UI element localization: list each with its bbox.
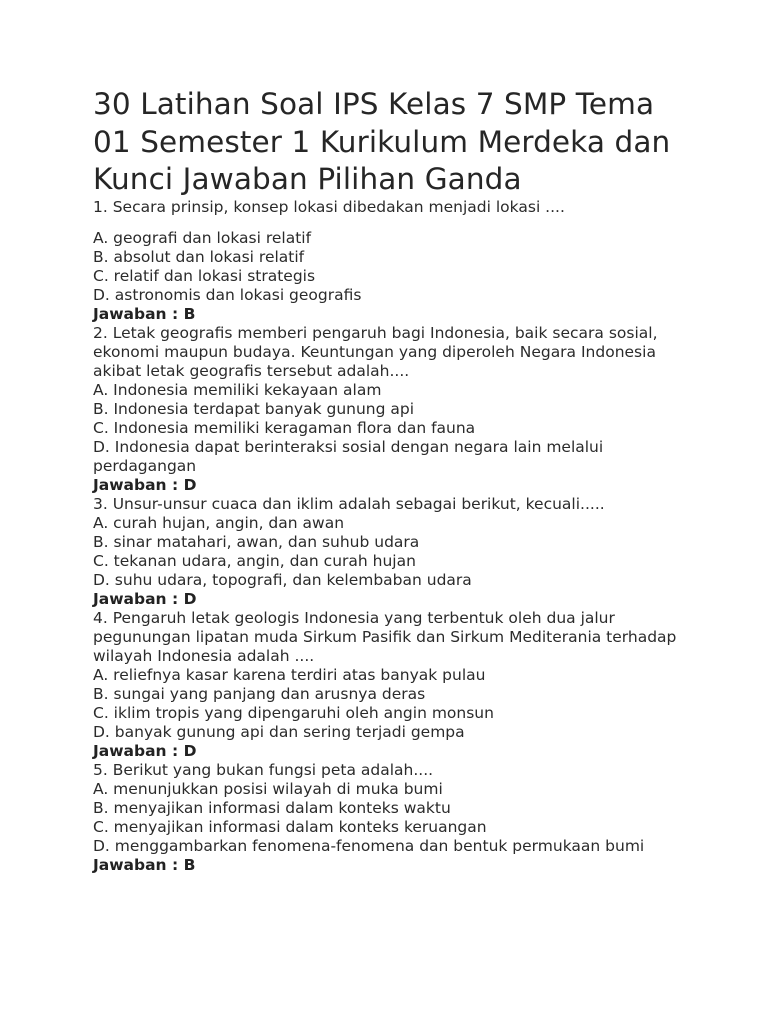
option-c: C. Indonesia memiliki keragaman flora dan fauna [93, 418, 476, 437]
answer-label: Jawaban : [93, 589, 184, 608]
question-text: 1. Secara prinsip, konsep lokasi dibedakan menjadi lokasi .... [93, 197, 565, 216]
question-block [93, 324, 683, 495]
answer-key [93, 856, 683, 875]
option-a: A. curah hujan, angin, dan awan [93, 513, 345, 532]
option-c: C. tekanan udara, angin, dan curah hujan [93, 551, 416, 570]
question-block [93, 495, 683, 609]
option-b: B. sinar matahari, awan, dan suhub udara [93, 532, 420, 551]
question-text: 4. Pengaruh letak geologis Indonesia yang terbentuk oleh dua jalur pegunungan lipatan muda Sirkum Pasifik dan Sirkum Mediterania terhadap wilayah Indonesia adalah .... [93, 608, 677, 665]
answer-label: Jawaban : [93, 741, 184, 760]
answer-key [93, 476, 683, 495]
question-text: 3. Unsur-unsur cuaca dan iklim adalah sebagai berikut, kecuali..... [93, 494, 605, 513]
option-b: B. Indonesia terdapat banyak gunung api [93, 399, 415, 418]
answer-label: Jawaban : [93, 304, 184, 323]
option-a: A. geografi dan lokasi relatif [93, 228, 312, 247]
option-d: D. menggambarkan fenomena-fenomena dan bentuk permukaan bumi [93, 836, 645, 855]
question-block [93, 761, 683, 875]
option-c: C. iklim tropis yang dipengaruhi oleh angin monsun [93, 703, 494, 722]
question-text: 2. Letak geografis memberi pengaruh bagi Indonesia, baik secara sosial, ekonomi maupun budaya. Keuntungan yang diperoleh Negara Indonesia akibat letak geografis tersebut adalah.... [93, 323, 658, 380]
answer-value: B [183, 304, 196, 323]
answer-label: Jawaban : [93, 475, 184, 494]
answer-value: D [183, 741, 197, 760]
option-a: A. Indonesia memiliki kekayaan alam [93, 380, 382, 399]
document-title: 30 Latihan Soal IPS Kelas 7 SMP Tema 01 Semester 1 Kurikulum Merdeka dan Kunci Jawaban Pilihan Ganda [93, 87, 671, 196]
option-a: A. menunjukkan posisi wilayah di muka bumi [93, 779, 443, 798]
answer-value: B [183, 855, 196, 874]
option-list [93, 229, 683, 305]
option-b: B. menyajikan informasi dalam konteks waktu [93, 798, 451, 817]
answer-value: D [183, 475, 197, 494]
option-a: A. reliefnya kasar karena terdiri atas banyak pulau [93, 665, 486, 684]
answer-key [93, 742, 683, 761]
option-d: D. astronomis dan lokasi geografis [93, 285, 362, 304]
question-block [93, 609, 683, 761]
question-text: 5. Berikut yang bukan fungsi peta adalah.... [93, 760, 434, 779]
question-block [93, 198, 683, 324]
answer-value: D [183, 589, 197, 608]
option-c: C. relatif dan lokasi strategis [93, 266, 316, 285]
option-d: D. suhu udara, topografi, dan kelembaban udara [93, 570, 472, 589]
option-c: C. menyajikan informasi dalam konteks keruangan [93, 817, 487, 836]
answer-label: Jawaban : [93, 855, 184, 874]
answer-key [93, 590, 683, 609]
option-b: B. sungai yang panjang dan arusnya deras [93, 684, 426, 703]
option-d: D. Indonesia dapat berinteraksi sosial dengan negara lain melalui perdagangan [93, 437, 604, 475]
document-body [93, 86, 683, 875]
option-b: B. absolut dan lokasi relatif [93, 247, 305, 266]
answer-key [93, 305, 683, 324]
option-d: D. banyak gunung api dan sering terjadi gempa [93, 722, 465, 741]
